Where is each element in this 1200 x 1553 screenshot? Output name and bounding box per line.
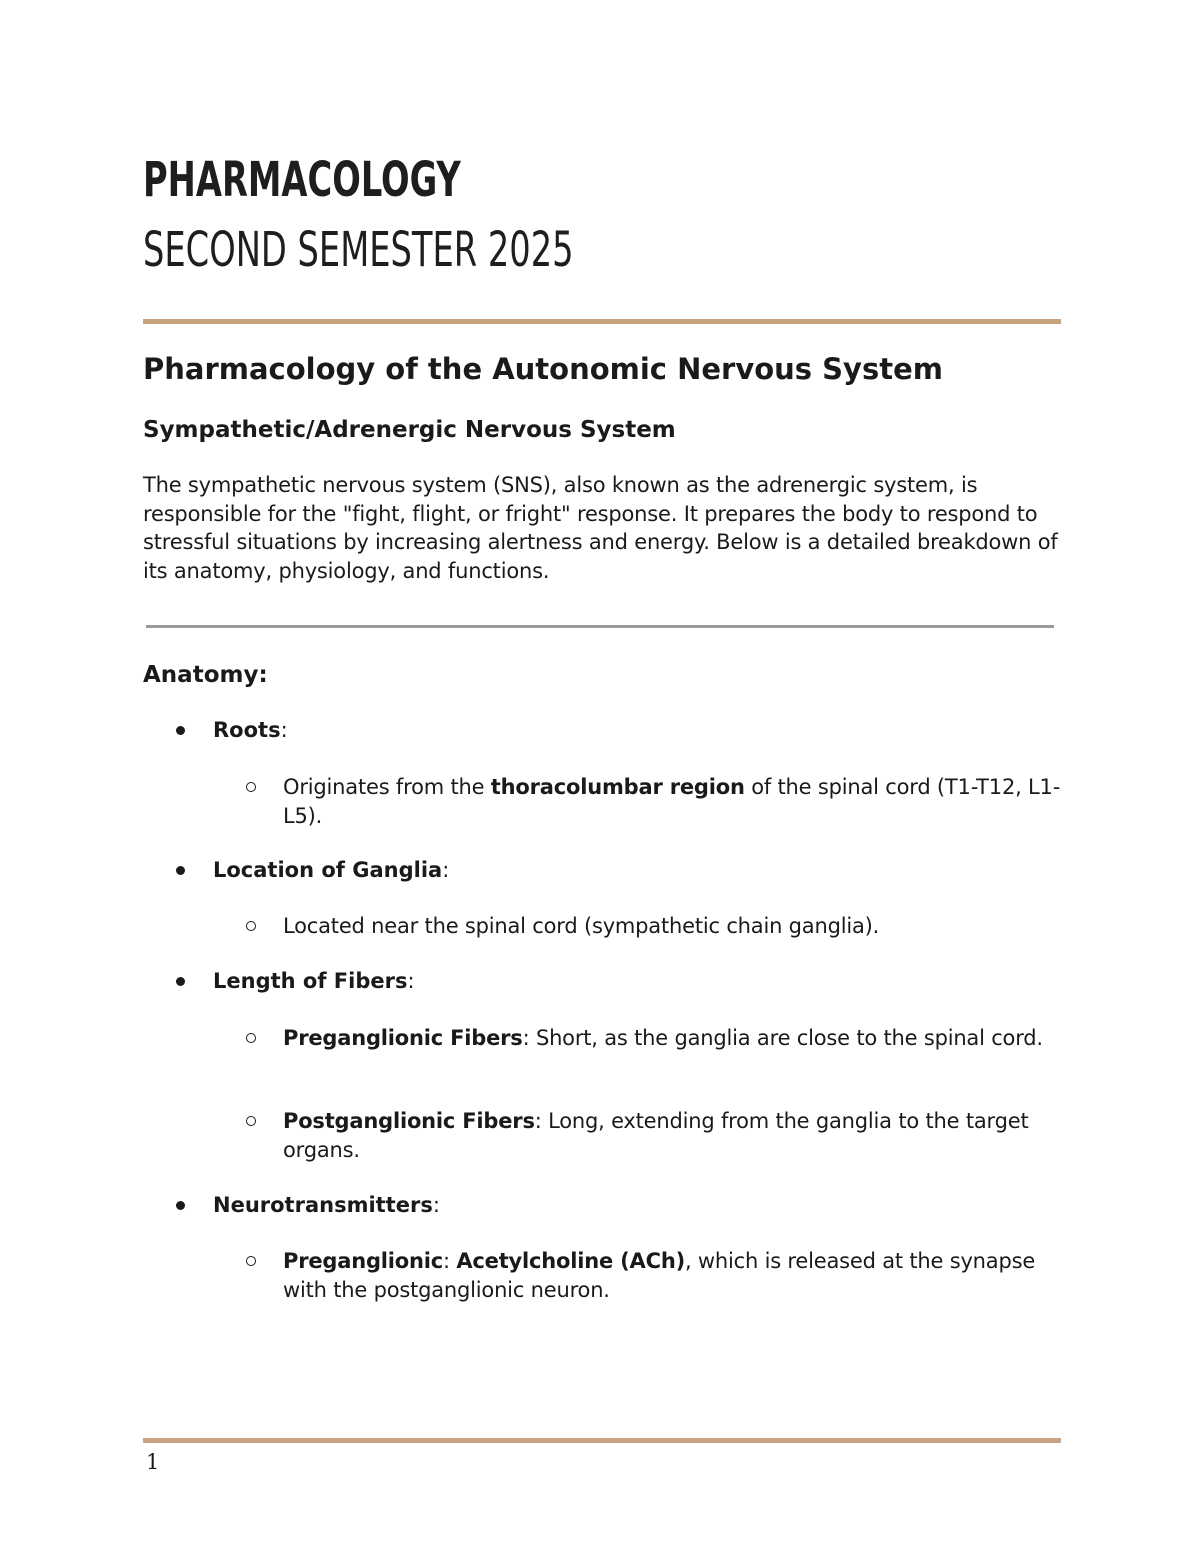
anatomy-heading: Anatomy: — [143, 662, 268, 688]
list-item-label: Location of Ganglia: — [213, 858, 450, 882]
page-number: 1 — [146, 1450, 160, 1474]
bullet-dot-icon — [176, 866, 185, 875]
sublist-item-text: Originates from the thoracolumbar region of the spinal cord (T1-T12, L1-L5). — [283, 775, 1061, 828]
bullet-ring-icon — [246, 1256, 256, 1266]
title-semester: SECOND SEMESTER 2025 — [143, 222, 574, 278]
bullet-ring-icon — [246, 1116, 256, 1126]
document-title — [143, 150, 695, 280]
list-item-label: Length of Fibers: — [213, 969, 415, 993]
sublist-item-text: Preganglionic Fibers: Short, as the ganglia are close to the spinal cord. — [283, 1026, 1043, 1050]
intro-paragraph: The sympathetic nervous system (SNS), also known as the adrenergic system, is responsible for the "fight, flight, or fright" response. It prepares the body to respond to stressful situations by increasing alertness and energy. Below is a detailed breakdown of its anatomy, physiology, and functions. — [143, 473, 1058, 583]
bullet-dot-icon — [176, 1201, 185, 1210]
title-course: PHARMACOLOGY — [143, 152, 461, 208]
sublist-item-text: Located near the spinal cord (sympathetic chain ganglia). — [283, 914, 880, 938]
list-item-label: Roots: — [213, 718, 288, 742]
section-heading: Pharmacology of the Autonomic Nervous System — [143, 352, 943, 386]
bullet-dot-icon — [176, 977, 185, 986]
bullet-ring-icon — [246, 1033, 256, 1043]
bullet-dot-icon — [176, 726, 185, 735]
sublist-item-text: Preganglionic: Acetylcholine (ACh), which is released at the synapse with the postganglionic neuron. — [283, 1249, 1036, 1302]
section-divider — [146, 625, 1054, 628]
sublist-item-text: Postganglionic Fibers: Long, extending from the ganglia to the target organs. — [283, 1109, 1029, 1162]
list-item-label: Neurotransmitters: — [213, 1193, 440, 1217]
bullet-ring-icon — [246, 921, 256, 931]
bullet-ring-icon — [246, 782, 256, 792]
footer-accent-rule — [143, 1438, 1061, 1443]
section-subheading: Sympathetic/Adrenergic Nervous System — [143, 417, 676, 443]
header-accent-rule — [143, 319, 1061, 324]
